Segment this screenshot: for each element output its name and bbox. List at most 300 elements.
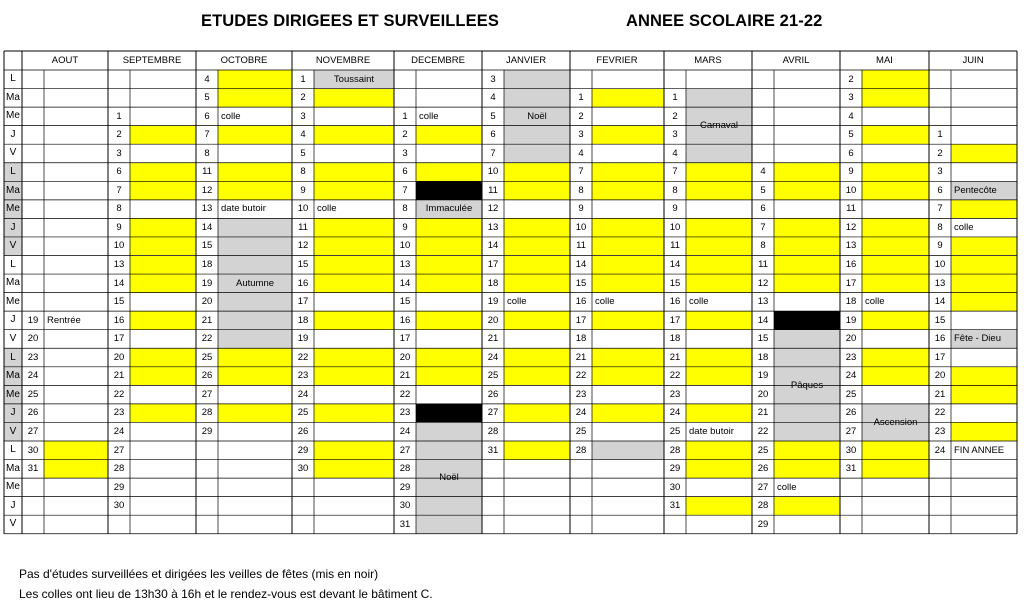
day-slot	[951, 200, 1017, 219]
day-number: 8	[402, 203, 408, 215]
day-slot	[774, 515, 840, 534]
weekday-label: V	[4, 422, 22, 441]
day-number: 11	[202, 166, 212, 178]
day-number: 15	[934, 314, 946, 326]
day-slot	[314, 404, 394, 423]
day-slot	[130, 237, 196, 256]
day-slot	[686, 441, 752, 460]
day-number: 8	[116, 203, 122, 215]
day-slot	[862, 311, 929, 330]
day-slot	[416, 70, 482, 89]
day-number	[664, 70, 686, 89]
day-number: 20	[201, 296, 213, 308]
day-number: 15	[113, 296, 125, 308]
day-number: 24	[399, 425, 411, 437]
day-number: 7	[204, 129, 210, 141]
day-number: 28	[575, 444, 587, 456]
day-number: 22	[757, 425, 769, 437]
day-number: 12	[201, 184, 213, 196]
day-slot	[774, 311, 840, 330]
day-number: 31	[487, 444, 499, 456]
day-number: 13	[757, 296, 769, 308]
weekday-label: L	[4, 163, 22, 182]
day-slot	[862, 460, 929, 479]
day-number: 18	[845, 296, 857, 308]
day-slot	[592, 89, 664, 108]
day-slot	[130, 330, 196, 349]
day-slot	[592, 348, 664, 367]
day-number: 22	[113, 388, 125, 400]
day-number	[752, 89, 774, 108]
day-number	[929, 460, 951, 479]
day-slot: colle	[507, 296, 527, 308]
day-number: 17	[113, 333, 125, 345]
holiday-block-octobre: Autumne	[218, 218, 292, 348]
day-slot	[504, 404, 570, 423]
day-number: 3	[116, 147, 122, 159]
day-number: 29	[399, 481, 411, 493]
day-number: 24	[845, 370, 857, 382]
day-slot	[592, 497, 664, 516]
day-number	[840, 497, 862, 516]
day-number: 23	[297, 370, 309, 382]
day-slot	[314, 515, 394, 534]
day-number: 3	[490, 73, 496, 85]
day-number: 29	[669, 463, 681, 475]
day-number	[929, 107, 951, 126]
day-slot	[504, 385, 570, 404]
day-number	[22, 70, 44, 89]
day-slot	[218, 441, 292, 460]
day-number: 5	[204, 92, 210, 104]
day-slot	[314, 497, 394, 516]
day-slot	[218, 460, 292, 479]
day-slot	[774, 256, 840, 275]
weekday-label: Me	[4, 200, 22, 219]
day-number: 6	[490, 129, 496, 141]
day-number	[22, 126, 44, 145]
day-slot: colle	[689, 296, 709, 308]
day-number: 25	[669, 425, 681, 437]
day-slot	[504, 256, 570, 275]
day-number: 5	[848, 129, 854, 141]
day-number	[22, 256, 44, 275]
month-header-janvier: JANVIER	[505, 54, 547, 66]
day-slot	[314, 89, 394, 108]
day-number: 31	[669, 500, 681, 512]
day-slot	[774, 441, 840, 460]
day-number: 18	[487, 277, 499, 289]
day-number: 24	[487, 351, 499, 363]
day-number: 27	[399, 444, 411, 456]
weekday-label: J	[10, 314, 16, 326]
day-slot	[314, 181, 394, 200]
day-number: 26	[757, 463, 769, 475]
day-number: 6	[116, 166, 122, 178]
day-number: 25	[201, 351, 213, 363]
day-number: 19	[757, 370, 769, 382]
day-number: 31	[845, 463, 857, 475]
day-number: 14	[757, 314, 769, 326]
day-slot	[592, 256, 664, 275]
day-number: 24	[297, 388, 309, 400]
day-number: 27	[113, 444, 125, 456]
day-slot: Fête - Dieu	[951, 330, 1017, 349]
day-slot	[130, 515, 196, 534]
day-number	[482, 478, 504, 497]
day-number	[752, 107, 774, 126]
day-slot	[686, 348, 752, 367]
day-slot	[314, 422, 394, 441]
day-slot	[130, 89, 196, 108]
day-slot	[951, 311, 1017, 330]
day-number: 1	[116, 110, 122, 122]
day-number: 4	[300, 129, 306, 141]
day-slot: colle	[221, 110, 241, 122]
day-slot	[686, 460, 752, 479]
day-number	[929, 515, 951, 534]
day-slot	[862, 497, 929, 516]
day-number: 24	[27, 370, 39, 382]
day-slot	[686, 256, 752, 275]
day-number: 9	[937, 240, 943, 252]
day-slot	[862, 274, 929, 293]
day-slot	[686, 478, 752, 497]
day-slot: colle	[595, 296, 615, 308]
day-number: 7	[937, 203, 943, 215]
day-number: 3	[578, 129, 584, 141]
day-number: 9	[848, 166, 854, 178]
day-slot	[774, 237, 840, 256]
day-slot	[951, 126, 1017, 145]
day-slot	[218, 515, 292, 534]
day-number: 30	[399, 500, 411, 512]
day-number: 15	[757, 333, 769, 345]
day-number: 4	[578, 147, 584, 159]
day-slot	[130, 200, 196, 219]
day-slot	[130, 311, 196, 330]
day-number: 5	[490, 110, 496, 122]
day-number: 10	[669, 221, 681, 233]
day-slot	[686, 404, 752, 423]
day-number: 23	[934, 425, 946, 437]
page-title: ETUDES DIRIGEES ET SURVEILLEES	[201, 12, 499, 30]
day-number: 21	[934, 388, 946, 400]
day-slot	[774, 460, 840, 479]
day-number	[570, 460, 592, 479]
day-number: 27	[27, 425, 39, 437]
day-number: 3	[937, 166, 943, 178]
day-number: 13	[201, 203, 213, 215]
day-slot	[951, 163, 1017, 182]
weekday-label: Me	[6, 481, 20, 493]
day-slot	[130, 348, 196, 367]
day-number: 30	[845, 444, 857, 456]
day-slot	[44, 256, 108, 275]
day-slot	[951, 144, 1017, 163]
day-number: 3	[672, 129, 678, 141]
day-slot	[130, 274, 196, 293]
day-number	[570, 478, 592, 497]
day-number	[22, 497, 44, 516]
day-number: 20	[399, 351, 411, 363]
day-slot	[218, 497, 292, 516]
day-number: 8	[578, 184, 584, 196]
day-slot: date butoir	[689, 425, 734, 437]
day-number: 2	[116, 129, 122, 141]
day-slot	[774, 293, 840, 312]
day-number: 10	[113, 240, 125, 252]
day-slot	[592, 144, 664, 163]
day-number: 24	[669, 407, 681, 419]
day-slot	[130, 460, 196, 479]
weekday-label: Me	[4, 385, 22, 404]
day-slot	[218, 163, 292, 182]
day-slot: colle	[419, 110, 439, 122]
day-slot	[44, 497, 108, 516]
day-number	[840, 478, 862, 497]
day-slot	[504, 460, 570, 479]
weekday-label: V	[9, 147, 17, 159]
day-number: 15	[669, 277, 681, 289]
day-slot	[504, 181, 570, 200]
day-number	[22, 144, 44, 163]
weekday-label: V	[9, 332, 17, 344]
day-number: 6	[402, 166, 408, 178]
day-number: 17	[669, 314, 681, 326]
day-slot	[44, 218, 108, 237]
day-slot	[686, 70, 752, 89]
day-number: 27	[201, 388, 213, 400]
day-slot	[416, 163, 482, 182]
day-number: 17	[845, 277, 857, 289]
month-header-aout: AOUT	[51, 54, 79, 66]
day-slot	[130, 218, 196, 237]
day-slot	[504, 478, 570, 497]
day-slot	[130, 163, 196, 182]
day-slot	[592, 441, 664, 460]
day-slot	[416, 330, 482, 349]
day-number: 24	[113, 425, 125, 437]
day-number	[22, 274, 44, 293]
day-number: 26	[845, 407, 857, 419]
weekday-label: J	[4, 404, 22, 423]
day-slot	[218, 422, 292, 441]
day-slot	[504, 218, 570, 237]
day-number: 8	[937, 221, 943, 233]
day-slot: colle	[954, 221, 974, 233]
day-number	[292, 497, 314, 516]
day-number: 21	[757, 407, 769, 419]
day-number: 20	[487, 314, 499, 326]
day-slot	[44, 163, 108, 182]
day-number: 9	[578, 203, 584, 215]
day-number: 30	[297, 463, 309, 475]
weekday-label: Me	[6, 110, 20, 122]
day-slot	[44, 107, 108, 126]
day-number: 15	[399, 296, 411, 308]
day-slot	[504, 497, 570, 516]
day-slot	[416, 274, 482, 293]
day-number: 25	[297, 407, 309, 419]
month-header-septembre: SEPTEMBRE	[122, 54, 182, 66]
day-slot	[592, 126, 664, 145]
day-number	[22, 107, 44, 126]
day-number: 26	[201, 370, 213, 382]
day-slot	[130, 293, 196, 312]
day-number: 28	[399, 463, 411, 475]
day-number: 27	[845, 425, 857, 437]
day-slot	[218, 404, 292, 423]
day-slot	[592, 478, 664, 497]
day-slot	[314, 126, 394, 145]
day-number: 28	[113, 463, 125, 475]
day-number: 16	[845, 259, 857, 271]
day-slot	[951, 515, 1017, 534]
day-number: 11	[758, 259, 768, 271]
day-slot	[686, 311, 752, 330]
holiday-block-decembre_noel: Noël	[416, 422, 482, 533]
day-slot	[416, 348, 482, 367]
day-slot	[774, 181, 840, 200]
day-slot	[130, 144, 196, 163]
day-number: 28	[201, 407, 213, 419]
day-slot	[951, 385, 1017, 404]
day-slot	[504, 348, 570, 367]
day-slot	[416, 311, 482, 330]
day-number: 8	[300, 166, 306, 178]
day-slot	[416, 385, 482, 404]
month-header-avril: AVRIL	[782, 54, 810, 66]
day-number: 16	[934, 333, 946, 345]
day-number: 6	[848, 147, 854, 159]
day-slot	[504, 311, 570, 330]
day-number	[752, 144, 774, 163]
day-slot	[774, 200, 840, 219]
day-slot	[314, 478, 394, 497]
day-number: 1	[402, 110, 408, 122]
day-number	[22, 218, 44, 237]
day-slot	[130, 181, 196, 200]
weekday-label: Me	[6, 295, 20, 307]
day-slot	[774, 218, 840, 237]
day-number: 7	[490, 147, 496, 159]
day-slot	[44, 144, 108, 163]
day-number: 17	[297, 296, 309, 308]
day-number	[108, 70, 130, 89]
day-number	[196, 460, 218, 479]
day-number	[22, 181, 44, 200]
day-number: 8	[760, 240, 766, 252]
holiday-block-avril: Pâques	[774, 330, 840, 441]
footer-note-black: Pas d'études surveillées et dirigées les veilles de fêtes (mis en noir)	[19, 567, 379, 581]
day-slot	[951, 348, 1017, 367]
day-slot	[314, 218, 394, 237]
day-number: 31	[399, 518, 411, 530]
day-slot	[686, 237, 752, 256]
day-slot	[44, 330, 108, 349]
day-slot	[130, 478, 196, 497]
day-slot	[862, 181, 929, 200]
day-slot	[130, 367, 196, 386]
day-number: 21	[487, 333, 499, 345]
day-slot	[44, 385, 108, 404]
day-slot	[686, 330, 752, 349]
day-number: 23	[27, 351, 39, 363]
day-number	[292, 478, 314, 497]
day-slot	[130, 404, 196, 423]
day-number: 18	[297, 314, 309, 326]
day-number: 2	[848, 73, 854, 85]
day-number: 16	[399, 314, 411, 326]
day-slot	[218, 70, 292, 89]
day-number: 15	[201, 240, 213, 252]
day-number: 2	[937, 147, 943, 159]
day-number	[22, 515, 44, 534]
day-number: 14	[575, 259, 587, 271]
day-slot	[862, 126, 929, 145]
day-number: 1	[937, 129, 943, 141]
day-slot	[951, 460, 1017, 479]
day-number: 2	[578, 110, 584, 122]
day-number: 12	[845, 221, 857, 233]
day-number	[22, 478, 44, 497]
day-number	[570, 70, 592, 89]
day-slot	[504, 367, 570, 386]
day-slot	[862, 107, 929, 126]
day-number: 13	[399, 259, 411, 271]
day-number: 29	[297, 444, 309, 456]
day-slot	[44, 200, 108, 219]
day-number: 12	[757, 277, 769, 289]
day-slot	[504, 200, 570, 219]
day-number: 23	[399, 407, 411, 419]
day-slot	[951, 70, 1017, 89]
day-slot	[686, 181, 752, 200]
day-number: 3	[402, 147, 408, 159]
day-slot	[44, 404, 108, 423]
day-number: 21	[399, 370, 411, 382]
day-number: 19	[201, 277, 213, 289]
day-slot	[862, 144, 929, 163]
day-slot	[504, 237, 570, 256]
day-number: 31	[27, 463, 39, 475]
day-slot	[44, 441, 108, 460]
day-slot	[774, 163, 840, 182]
day-slot	[686, 367, 752, 386]
day-number: 22	[201, 333, 213, 345]
day-slot	[686, 274, 752, 293]
day-slot	[592, 70, 664, 89]
day-slot	[951, 497, 1017, 516]
holiday-block-janvier_noel: Noël	[504, 70, 570, 163]
day-number: 17	[399, 333, 411, 345]
day-number	[292, 515, 314, 534]
weekday-label: Ma	[6, 277, 20, 289]
day-number	[570, 497, 592, 516]
day-number	[929, 89, 951, 108]
day-slot	[862, 237, 929, 256]
day-number: 29	[201, 425, 213, 437]
day-slot	[44, 293, 108, 312]
day-slot	[314, 163, 394, 182]
day-slot	[686, 163, 752, 182]
day-slot	[218, 126, 292, 145]
day-number: 4	[760, 166, 766, 178]
day-number	[196, 515, 218, 534]
day-slot	[130, 441, 196, 460]
day-slot	[774, 107, 840, 126]
